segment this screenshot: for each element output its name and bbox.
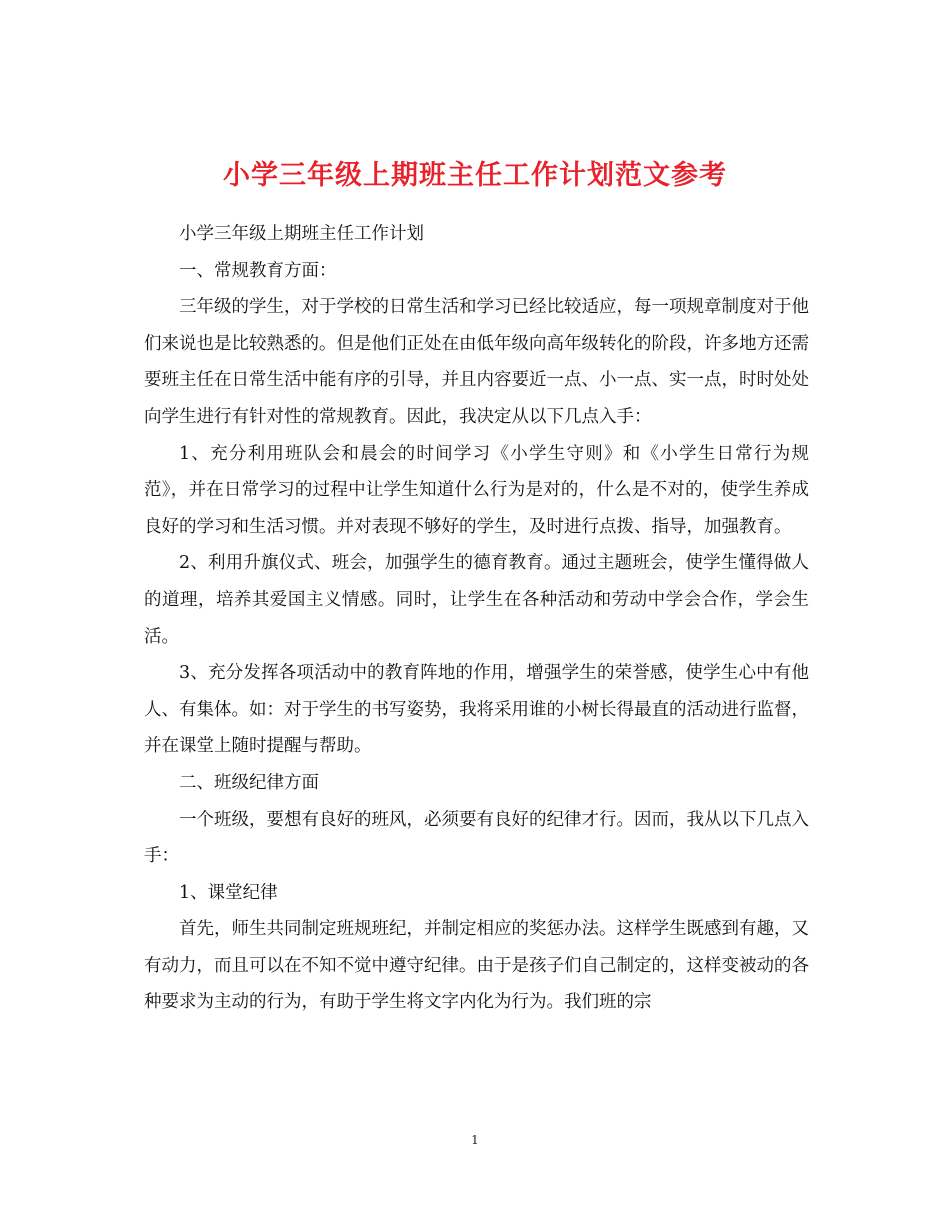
paragraph-subtitle: 小学三年级上期班主任工作计划 <box>179 224 424 244</box>
paragraph-section-2-heading: 二、班级纪律方面 <box>179 772 319 793</box>
paragraph-section-1-intro: 三年级的学生，对于学校的日常生活和学习已经比较适应，每一项规章制度对于他们来说也是比较熟悉的。但是他们正处在由低年级向高年级转化的阶段，许多地方还需要班主任在日常生活中能有序的引导，并且内容要近一点、小一点、实一点，时时处处向学生进行有针对性的常规教育。因此，我决定从以下几点入手： <box>144 297 809 427</box>
paragraph-item-2: 2、利用升旗仪式、班会，加强学生的德育教育。通过主题班会，使学生懂得做人的道理，培养其爱国主义情感。同时，让学生在各种活动和劳动中学会合作，学会生活。 <box>144 553 809 647</box>
paragraph-item-3: 3、充分发挥各项活动中的教育阵地的作用，增强学生的荣誉感，使学生心中有他人、有集体。如：对于学生的书写姿势，我将采用谁的小树长得最直的活动进行监督，并在课堂上随时提醒与帮助。 <box>144 663 809 757</box>
page-number: 1 <box>471 1133 479 1147</box>
paragraph-classroom-discipline-body: 首先，师生共同制定班规班纪，并制定相应的奖惩办法。这样学生既感到有趣，又有动力，而且可以在不知不觉中遵守纪律。由于是孩子们自己制定的，这样变被动的各种要求为主动的行为，有助于学生将文字内化为行为。我们班的宗 <box>144 919 809 1013</box>
document-title: 小学三年级上期班主任工作计划范文参考 <box>223 160 727 192</box>
paragraph-section-2-intro: 一个班级，要想有良好的班风，必须要有良好的纪律才行。因而，我从以下几点入手： <box>144 809 809 867</box>
paragraph-subsection-classroom-discipline: 1、课堂纪律 <box>179 882 278 903</box>
paragraph-item-1: 1、充分利用班队会和晨会的时间学习《小学生守则》和《小学生日常行为规范》，并在日常学习的过程中让学生知道什么行为是对的，什么是不对的，使学生养成良好的学习和生活习惯。并对表现不够好的学生，及时进行点拨、指导，加强教育。 <box>144 443 809 537</box>
document-body <box>144 216 809 1021</box>
paragraph-section-1-heading: 一、常规教育方面： <box>179 260 337 281</box>
